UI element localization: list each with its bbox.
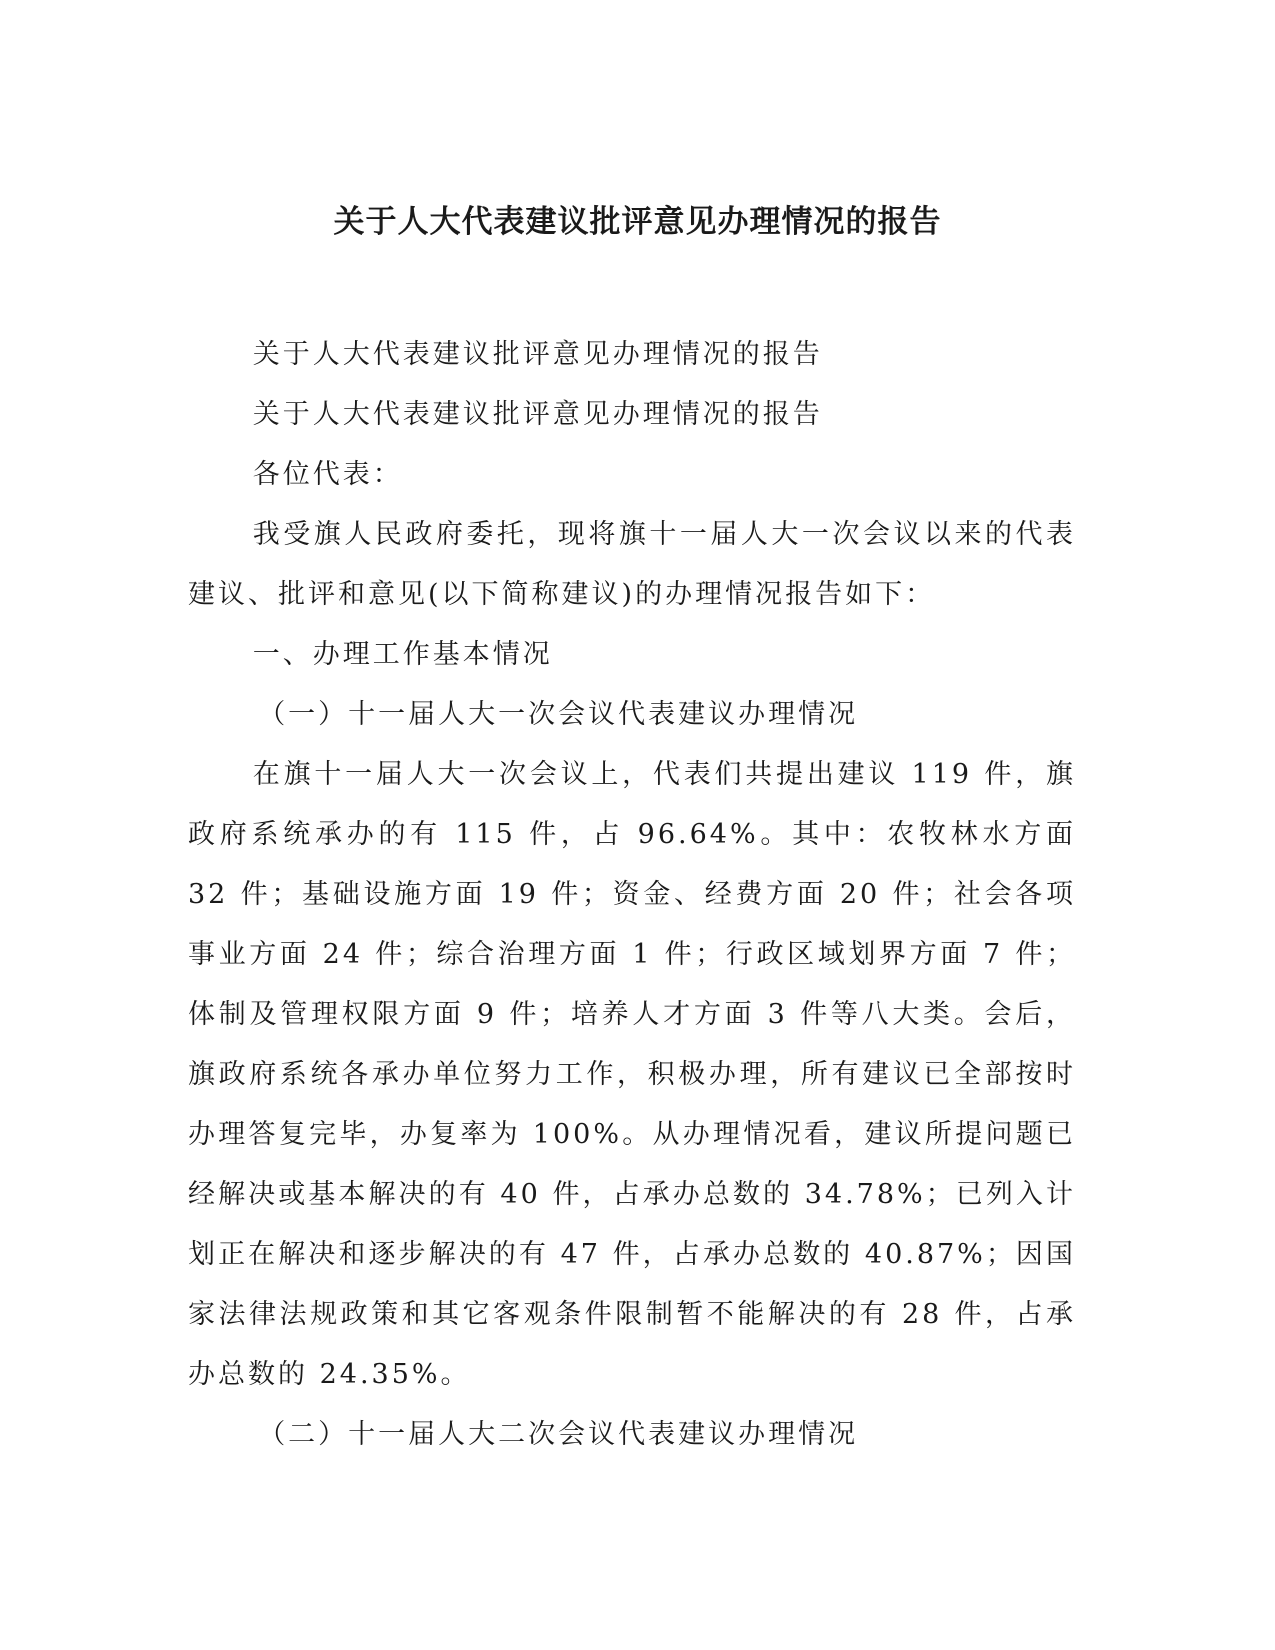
paragraph-repeated-title-1: 关于人大代表建议批评意见办理情况的报告 (252, 339, 823, 370)
paragraph-repeated-title-2: 关于人大代表建议批评意见办理情况的报告 (252, 399, 823, 430)
document-title: 关于人大代表建议批评意见办理情况的报告 (333, 204, 942, 240)
paragraph-first-session-details: 在旗十一届人大一次会议上，代表们共提出建议 119 件，旗政府系统承办的有 115 件，占 96.64%。其中：农牧林水方面 32 件；基础设施方面 19 件；资金、经费方面 20 件；社会各项事业方面 24 件；综合治理方面 1 件；行政区域划界方面 7 件；体制及管理权限方面 9 件；培养人才方面 3 件等八大类。会后，旗政府系统各承办单位努力工作，积极办理，所有建议已全部按时办理答复完毕，办复率为 100%。从办理情况看，建议所提问题已经解决或基本解决的有 40 件，占承办总数的 34.78%；已列入计划正在解决和逐步解决的有 47 件，占承办总数的 40.87%；因国家法律法规政策和其它客观条件限制暂不能解决的有 28 件，占承办总数的 24.35%。 (188, 759, 1076, 1390)
document-body (188, 325, 1076, 1465)
paragraph-introduction: 我受旗人民政府委托，现将旗十一届人大一次会议以来的代表建议、批评和意见(以下简称建议)的办理情况报告如下： (188, 519, 1076, 610)
subsection-heading-1: （一）十一届人大一次会议代表建议办理情况 (258, 699, 859, 730)
section-heading-1: 一、办理工作基本情况 (252, 639, 553, 670)
subsection-heading-2: （二）十一届人大二次会议代表建议办理情况 (258, 1419, 859, 1450)
paragraph-salutation: 各位代表： (252, 459, 403, 490)
